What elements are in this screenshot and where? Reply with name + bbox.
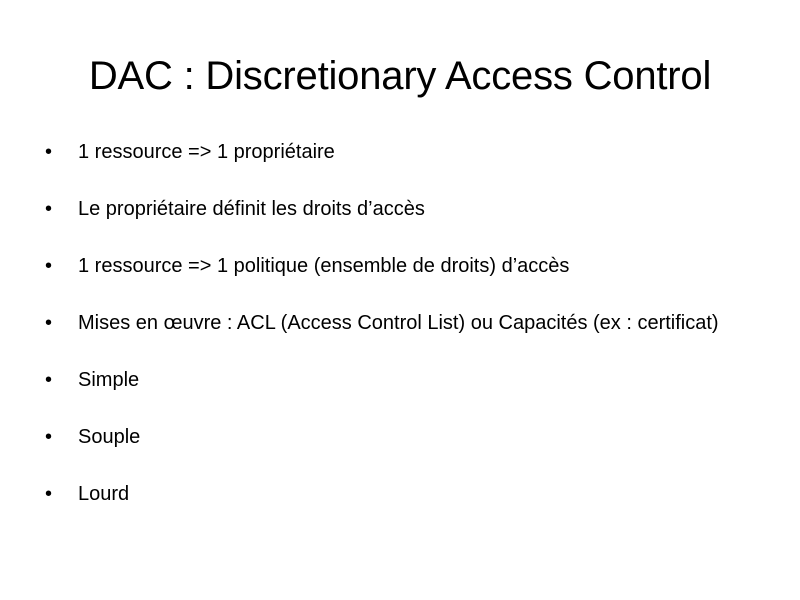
list-item [45, 199, 745, 220]
bullet-text: 1 ressource => 1 politique (ensemble de droits) d’accès [78, 255, 570, 277]
bullet-text: Souple [78, 426, 141, 448]
bullet-text: Lourd [78, 483, 130, 505]
bullet-icon: • [45, 255, 53, 277]
list-item [45, 313, 745, 334]
bullet-text: Le propriétaire définit les droits d’accès [78, 198, 425, 220]
bullet-icon: • [45, 198, 53, 220]
bullet-text: Mises en œuvre : ACL (Access Control List) ou Capacités (ex : certificat) [78, 312, 719, 334]
bullet-list [45, 142, 745, 541]
list-item [45, 256, 745, 277]
list-item [45, 370, 745, 391]
bullet-icon: • [45, 426, 53, 448]
list-item [45, 142, 745, 163]
list-item [45, 427, 745, 448]
bullet-icon: • [45, 483, 53, 505]
bullet-icon: • [45, 141, 53, 163]
bullet-text: Simple [78, 369, 140, 391]
bullet-icon: • [45, 369, 53, 391]
list-item [45, 484, 745, 505]
bullet-text: 1 ressource => 1 propriétaire [78, 141, 335, 163]
bullet-icon: • [45, 312, 53, 334]
slide-title: DAC : Discretionary Access Control [88, 54, 712, 98]
